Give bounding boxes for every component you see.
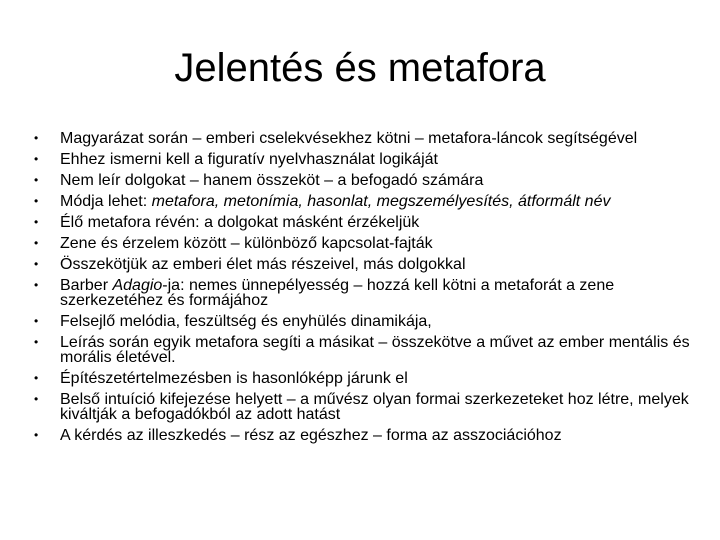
bullet-text-run: -ja: nemes ünnepélyesség – hozzá kell kötni a metaforát a zene szerkezetéhez és formájához [60,277,615,309]
bullet-text-run: Módja lehet: [60,193,152,210]
slide-title: Jelentés és metafora [174,46,546,90]
bullet-text [60,235,433,252]
bullet-text-run: Építészetértelmezésben is hasonlóképp járunk el [60,370,408,387]
bullet-dot-icon: • [34,131,39,145]
bullet-item [26,173,696,188]
bullet-text [60,313,432,330]
bullet-item [26,371,696,386]
bullet-text [60,256,466,273]
bullet-item [26,236,696,251]
bullet-text [60,214,419,231]
bullet-text-italic: Adagio [112,277,163,294]
bullet-text-run: Barber [60,277,113,294]
bullet-item [26,257,696,272]
bullet-text [60,391,689,423]
bullet-dot-icon: • [34,194,39,208]
bullet-item [26,131,696,146]
bullet-text-run: Élő metafora révén: a dolgokat másként érzékeljük [60,214,420,231]
bullet-text [60,277,614,309]
bullet-dot-icon: • [34,173,39,187]
bullet-dot-icon: • [34,392,39,406]
bullet-text-run: Összekötjük az emberi élet más részeivel, más dolgokkal [60,256,466,273]
bullet-text [60,151,438,168]
bullet-item [26,278,696,308]
bullet-text [60,370,408,387]
bullet-text [60,193,610,210]
bullet-text-run: Magyarázat során – emberi cselekvésekhez kötni – metafora-láncok segítségével [60,130,638,147]
bullet-text-run: Zene és érzelem között – különböző kapcsolat-fajták [60,235,433,252]
bullet-text-run: Belső intuíció kifejezése helyett – a művész olyan formai szerkezeteket hoz létre, melyek kiváltják a befogadókból az adott hatást [60,391,689,423]
bullet-text-run: Felsejlő melódia, feszültség és enyhülés dinamikája, [60,313,432,330]
bullet-text-run: Ehhez ismerni kell a figuratív nyelvhasználat logikáját [60,151,438,168]
bullet-dot-icon: • [34,152,39,166]
bullet-text-italic: metafora, metonímia, hasonlat, megszemélyesítés, átformált név [151,193,611,210]
bullet-item [26,428,696,443]
bullet-text [60,427,562,444]
bullet-dot-icon: • [34,257,39,271]
bullet-dot-icon: • [34,314,39,328]
bullet-item [26,314,696,329]
bullet-dot-icon: • [34,236,39,250]
bullet-item [26,152,696,167]
bullet-dot-icon: • [34,215,39,229]
bullet-list [26,131,696,449]
bullet-item [26,392,696,422]
bullet-dot-icon: • [34,428,39,442]
bullet-dot-icon: • [34,278,39,292]
bullet-dot-icon: • [34,371,39,385]
bullet-item [26,215,696,230]
bullet-text [60,334,690,366]
bullet-text [60,130,637,147]
bullet-text-run: Nem leír dolgokat – hanem összeköt – a befogadó számára [60,172,484,189]
bullet-text [60,172,483,189]
bullet-text-run: Leírás során egyik metafora segíti a másikat – összekötve a művet az ember mentális és morális életével. [60,334,690,366]
bullet-item [26,335,696,365]
bullet-item [26,194,696,209]
bullet-text-run: A kérdés az illeszkedés – rész az egészhez – forma az asszociációhoz [60,427,562,444]
bullet-dot-icon: • [34,335,39,349]
